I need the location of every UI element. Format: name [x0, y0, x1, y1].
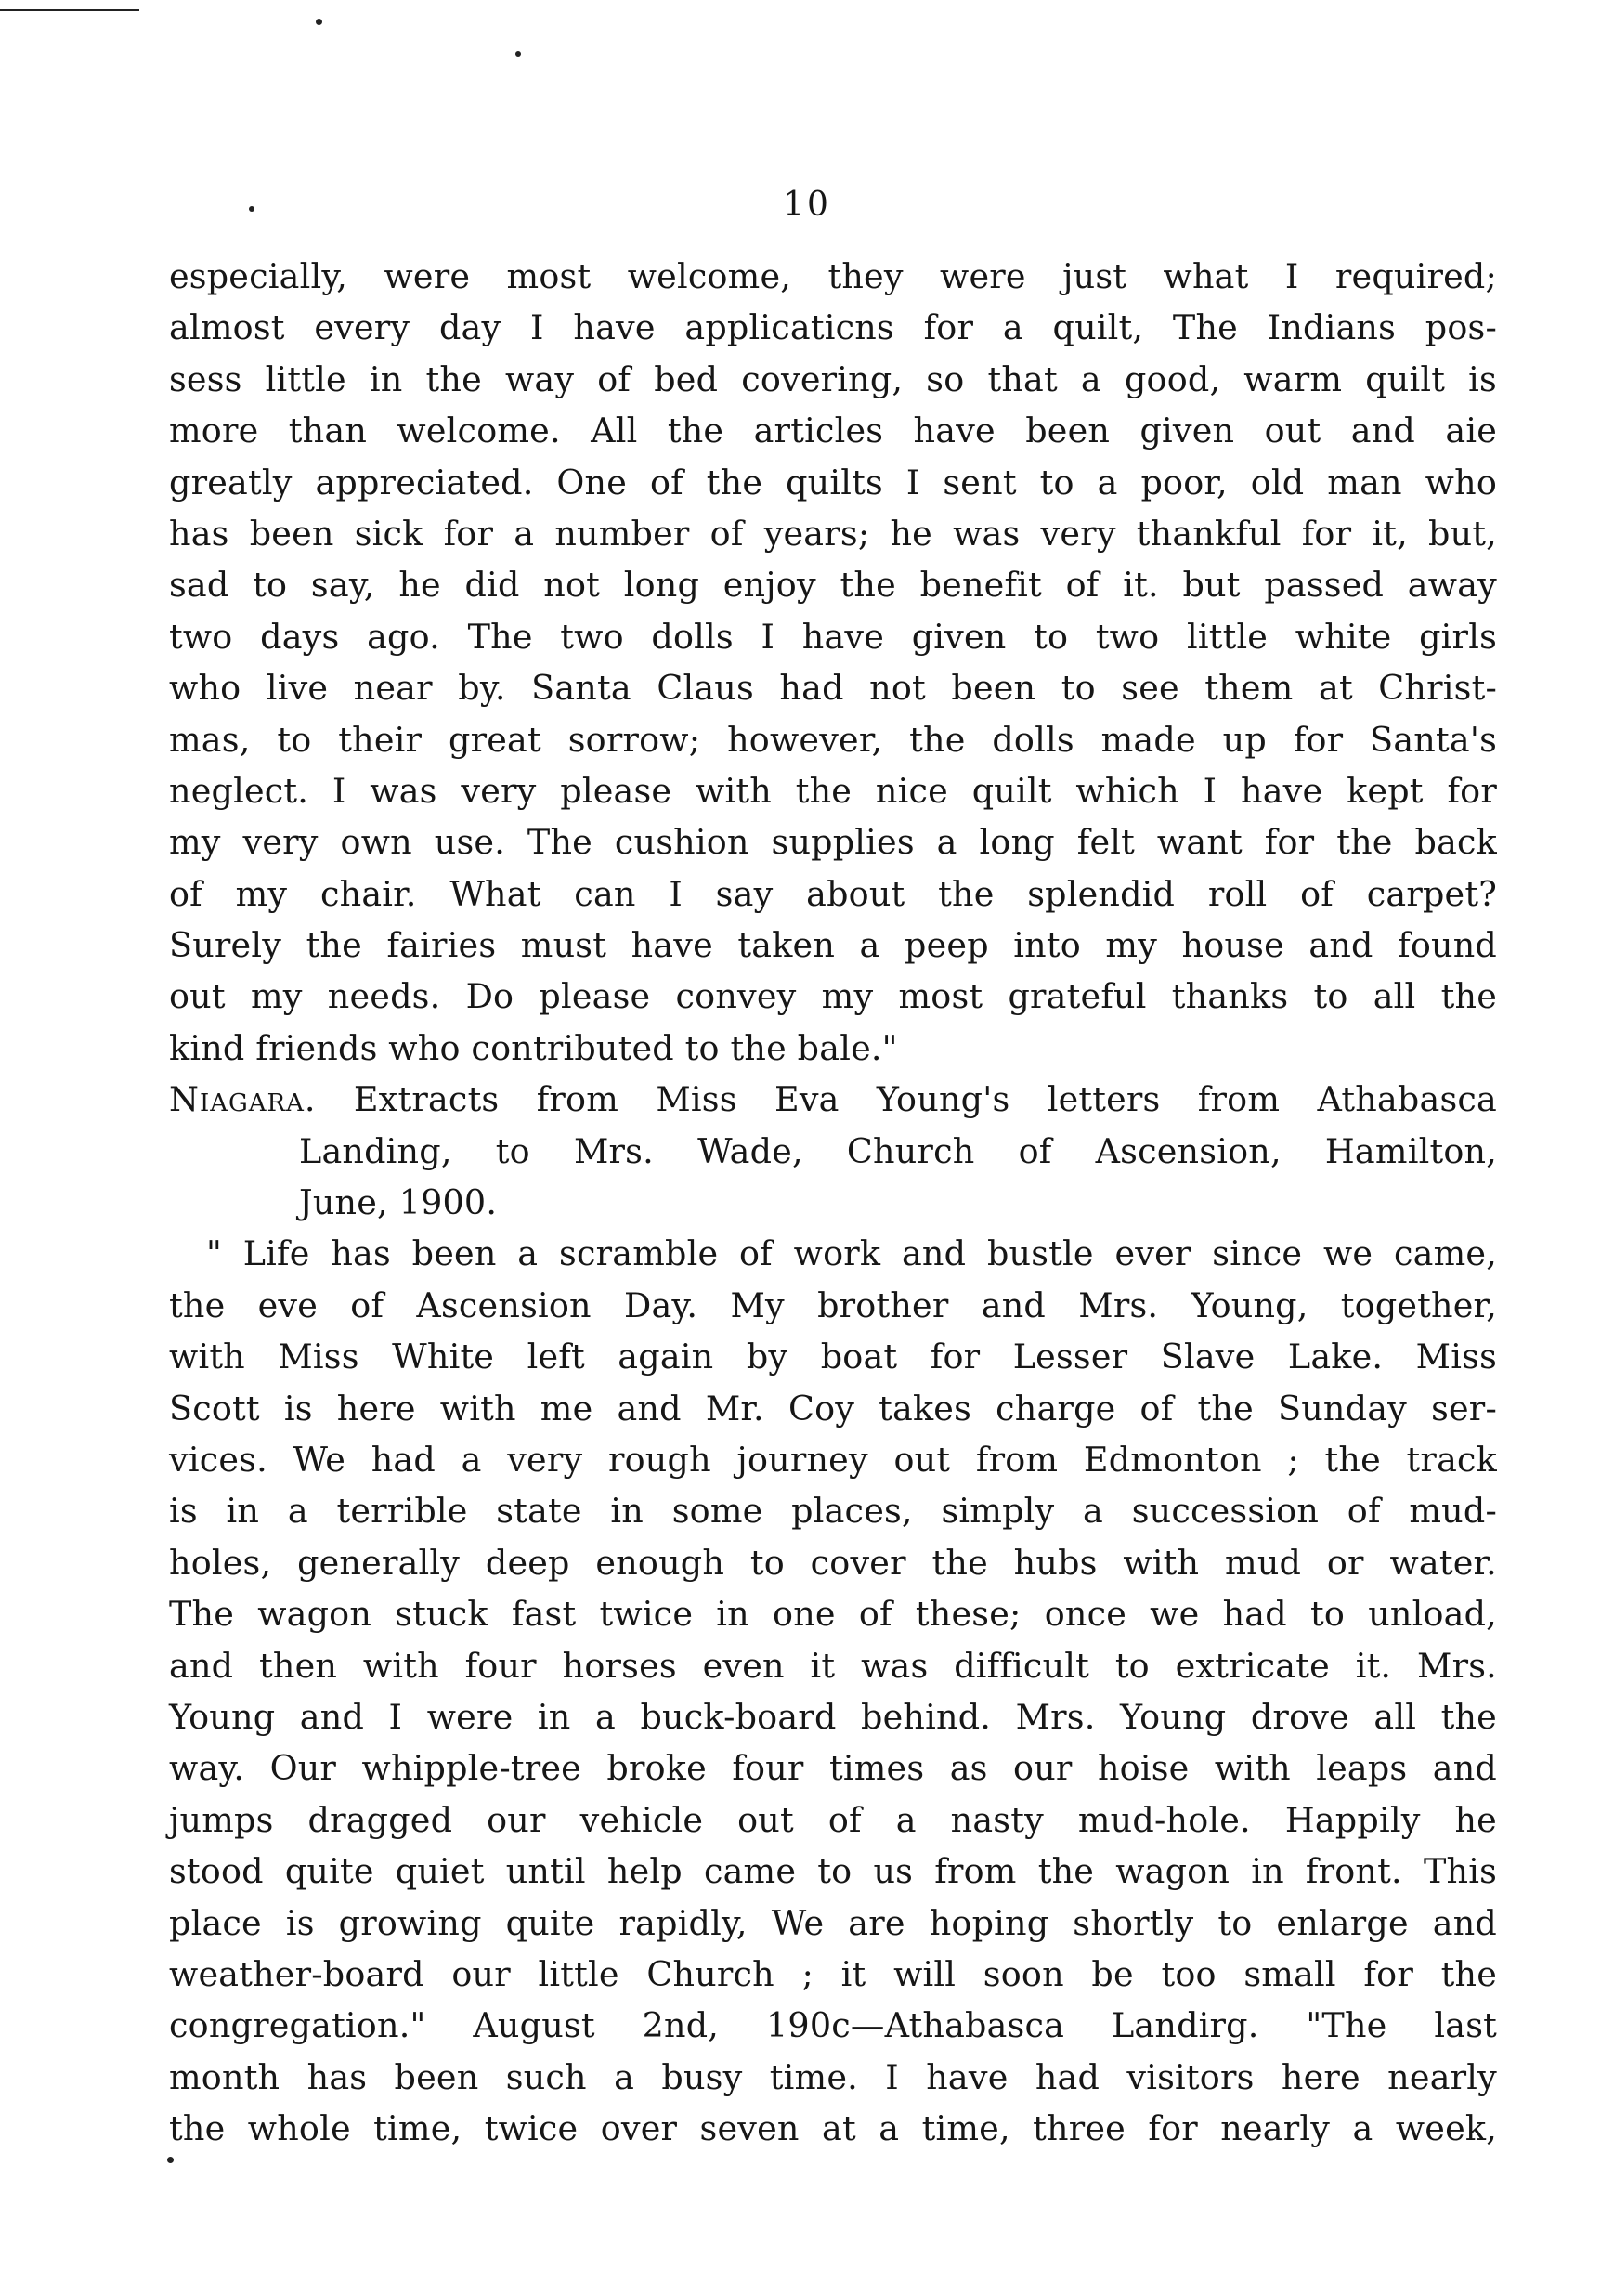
text-line: vices. We had a very rough journey out from Edmonton ; the track: [169, 1439, 1497, 1480]
place-heading: Niagara.: [169, 1079, 317, 1120]
body-text: [169, 251, 1497, 2154]
text-line: mas, to their great sorrow; however, the dolls made up for Santa's: [169, 719, 1497, 760]
text-line: " Life has been a scramble of work and bustle ever since we came,: [206, 1233, 1497, 1274]
text-line: jumps dragged our vehicle out of a nasty mud-hole. Happily he: [169, 1799, 1497, 1840]
text-line: weather-board our little Church ; it will soon be too small for the: [169, 1953, 1497, 1994]
text-line: month has been such a busy time. I have had visitors here nearly: [169, 2056, 1497, 2097]
page-number: 10: [783, 186, 831, 224]
top-rule: [0, 9, 139, 11]
ink-speck: [316, 19, 322, 25]
ink-speck: [167, 2157, 174, 2163]
text-line: [169, 1074, 1497, 1125]
text-line: who live near by. Santa Claus had not been to see them at Christ-: [169, 668, 1497, 709]
text-line: congregation." August 2nd, 190c—Athabasca Landirg. "The last: [169, 2005, 1497, 2046]
text-line: kind friends who contributed to the bale.": [169, 1027, 898, 1068]
text-line: my very own use. The cushion supplies a long felt want for the back: [169, 822, 1497, 863]
text-line: almost every day I have applicaticns for a quilt, The Indians pos-: [169, 307, 1497, 348]
text-line: more than welcome. All the articles have been given out and aie: [169, 411, 1497, 451]
text-line: The wagon stuck fast twice in one of these; once we had to unload,: [169, 1594, 1497, 1635]
text-line: way. Our whipple-tree broke four times as our hoise with leaps and: [169, 1748, 1497, 1789]
text-line: of my chair. What can I say about the splendid roll of carpet?: [169, 873, 1497, 914]
text-line: and then with four horses even it was difficult to extricate it. Mrs.: [169, 1645, 1497, 1686]
text-line: sess little in the way of bed covering, so that a good, warm quilt is: [169, 359, 1497, 399]
text-line: has been sick for a number of years; he was very thankful for it, but,: [169, 513, 1497, 554]
text-line: the eve of Ascension Day. My brother and Mrs. Young, together,: [169, 1285, 1497, 1325]
text-line: two days ago. The two dolls I have given to two little white girls: [169, 616, 1497, 657]
text-line: place is growing quite rapidly, We are hoping shortly to enlarge and: [169, 1902, 1497, 1943]
text-line: neglect. I was very please with the nice quilt which I have kept for: [169, 770, 1497, 811]
ink-speck: [515, 51, 521, 57]
text-line: holes, generally deep enough to cover the hubs with mud or water.: [169, 1542, 1497, 1583]
text-line: stood quite quiet until help came to us from the wagon in front. This: [169, 1851, 1497, 1892]
text-line: Landing, to Mrs. Wade, Church of Ascension, Hamilton,: [299, 1130, 1497, 1171]
line-remainder: Extracts from Miss Eva Young's letters from Athabasca: [316, 1079, 1497, 1120]
text-line: is in a terrible state in some places, simply a succession of mud-: [169, 1491, 1497, 1532]
text-line: Scott is here with me and Mr. Coy takes charge of the Sunday ser-: [169, 1388, 1497, 1428]
text-line: the whole time, twice over seven at a time, three for nearly a week,: [169, 2108, 1497, 2149]
text-line: Young and I were in a buck-board behind. Mrs. Young drove all the: [169, 1696, 1497, 1737]
text-line: especially, were most welcome, they were just what I required;: [169, 256, 1497, 296]
text-line: with Miss White left again by boat for Lesser Slave Lake. Miss: [169, 1337, 1497, 1377]
text-line: greatly appreciated. One of the quilts I sent to a poor, old man who: [169, 462, 1497, 502]
text-line: Surely the fairies must have taken a peep into my house and found: [169, 925, 1497, 966]
text-line: out my needs. Do please convey my most grateful thanks to all the: [169, 976, 1497, 1017]
text-line: sad to say, he did not long enjoy the benefit of it. but passed away: [169, 565, 1497, 606]
text-line: June, 1900.: [299, 1182, 498, 1223]
